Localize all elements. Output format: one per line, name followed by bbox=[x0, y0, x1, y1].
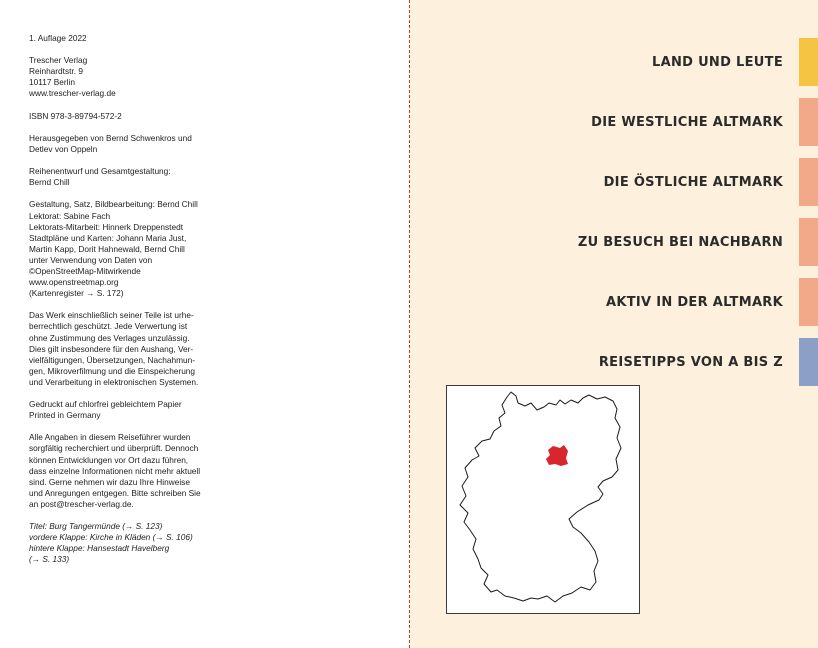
copyright-block: Das Werk einschließlich seiner Teile ist urhe- berrechtlich geschützt. Jede Verwertung ist ohne Zustimmung des Verlages unzulässig. Dies gilt insbesondere für den Aushang, Ver- vielfältigungen, Übersetzungen, Nachahmun- gen, Mikroverfilmung und die Einspeicherung und Verarbeitung in elektronischen Systemen. bbox=[29, 310, 199, 387]
chapter-oestliche-altmark[interactable]: DIE ÖSTLICHE ALTMARK bbox=[603, 175, 783, 190]
chapter-tab-westliche-altmark[interactable] bbox=[799, 98, 818, 146]
isbn-line: ISBN 978-3-89794-572-2 bbox=[29, 110, 122, 121]
chapter-reisetipps[interactable]: REISETIPPS VON A BIS Z bbox=[598, 355, 783, 370]
editors-block: Herausgegeben von Bernd Schwenkros und Detlev von Oppeln bbox=[29, 132, 192, 154]
chapter-tab-aktiv-altmark[interactable] bbox=[799, 278, 818, 326]
credits-block: Gestaltung, Satz, Bildbearbeitung: Bernd Chill Lektorat: Sabine Fach Lektorats-Mitarbeit: Hinnerk Dreppenstedt Stadtpläne und Karten: Johann Maria Just, Martin Kapp, Dorit Hahnewald, Bernd Chill unter Verwendung von Daten von ©OpenStreetMap-Mitwirkende www.openstreetmap.org (Kartenregister → S. 172) bbox=[29, 199, 198, 299]
chapter-land-und-leute[interactable]: LAND UND LEUTE bbox=[652, 55, 783, 70]
chapter-tab-oestliche-altmark[interactable] bbox=[799, 158, 818, 206]
chapter-tab-land-und-leute[interactable] bbox=[799, 38, 818, 86]
publisher-address: Trescher Verlag Reinhardtstr. 9 10117 Berlin www.trescher-verlag.de bbox=[29, 55, 116, 99]
imprint-text bbox=[29, 33, 214, 577]
chapter-overview-page bbox=[410, 0, 818, 648]
disclaimer-block: Alle Angaben in diesem Reiseführer wurden sorgfältig recherchiert und überprüft. Dennoch können Entwicklungen vor Ort dazu führen, dass einzelne Informationen nicht mehr aktuell sind. Gerne nehmen wir dazu Ihre Hinweise und Anregungen entgegen. Bitte schreiben Sie an post@trescher-verlag.de. bbox=[29, 432, 201, 509]
chapter-tab-reisetipps[interactable] bbox=[799, 338, 818, 386]
germany-map-svg bbox=[447, 386, 639, 613]
cover-credits-block: Titel: Burg Tangermünde (→ S. 123) vordere Klappe: Kirche in Kläden (→ S. 106) hintere Klappe: Hansestadt Havelberg (→ S. 133) bbox=[29, 521, 193, 565]
chapter-tab-besuch-nachbarn[interactable] bbox=[799, 218, 818, 266]
chapter-besuch-nachbarn[interactable]: ZU BESUCH BEI NACHBARN bbox=[577, 235, 783, 250]
design-block: Reihenentwurf und Gesamtgestaltung: Bernd Chill bbox=[29, 166, 171, 188]
germany-locator-map bbox=[446, 385, 640, 614]
germany-outline bbox=[460, 392, 621, 602]
chapter-westliche-altmark[interactable]: DIE WESTLICHE ALTMARK bbox=[591, 115, 783, 130]
chapter-aktiv-altmark[interactable]: AKTIV IN DER ALTMARK bbox=[605, 295, 783, 310]
edition-line: 1. Auflage 2022 bbox=[29, 33, 87, 43]
altmark-region-highlight bbox=[546, 445, 568, 466]
printing-block: Gedruckt auf chlorfrei gebleichtem Papier Printed in Germany bbox=[29, 399, 182, 421]
